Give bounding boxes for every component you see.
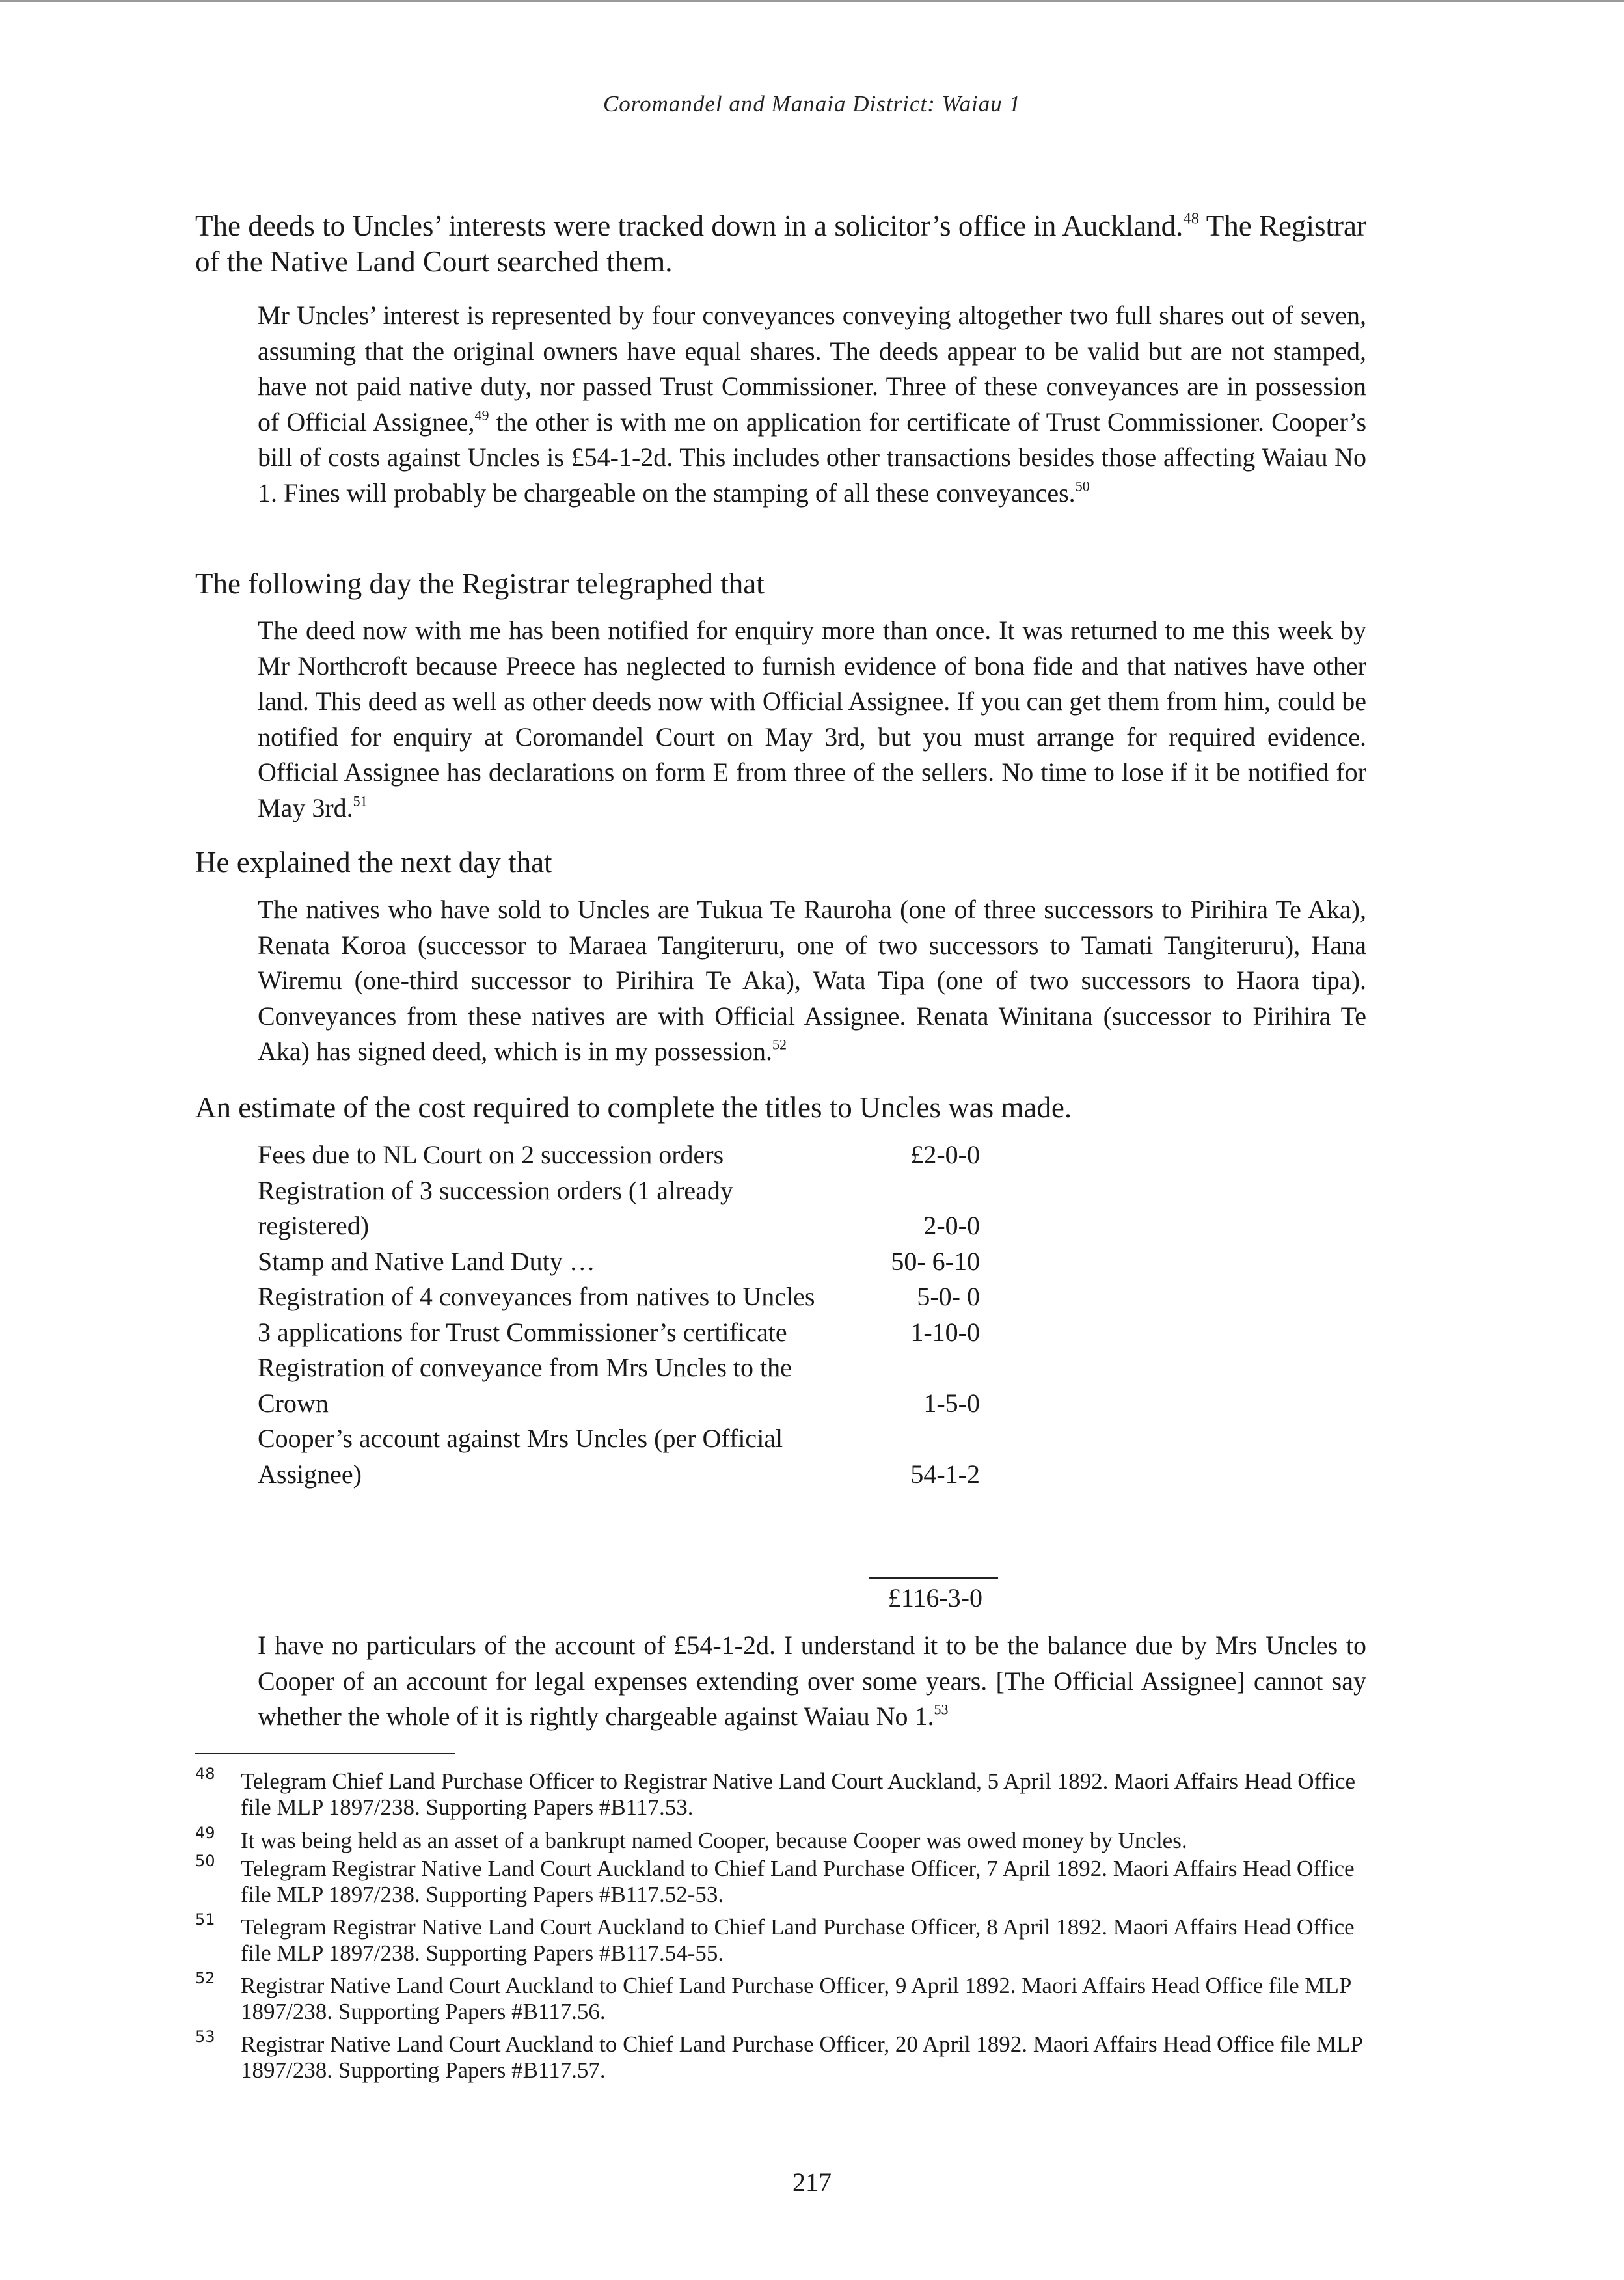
cost-label: Registration of 3 succession orders (1 already registered) <box>258 1175 733 1240</box>
footnote-51 <box>195 1910 1366 1966</box>
cost-estimate-table <box>258 1137 1038 1492</box>
footnote-number: 48 <box>195 1765 215 1783</box>
footnote-ref: 51 <box>353 793 368 809</box>
footnote-49 <box>195 1824 1366 1854</box>
quote-text: the other is with me on application for certificate of Trust Commissioner. Cooper’s bill of costs against Uncles is £54-1-2d. This includes other transactions besides those affecting Waiau No 1. Fines will probably be chargeable on the stamping of all these conveyances. <box>258 407 1367 508</box>
block-quote-telegram <box>258 613 1366 826</box>
cost-row <box>258 1173 1038 1244</box>
cost-amount: 1-10-0 <box>910 1317 980 1347</box>
quote-text: I have no particulars of the account of £54-1-2d. I understand it to be the balance due by Mrs Uncles to Cooper of an account for legal expenses extending over some years. [The Official Assignee] cannot say whether the whole of it is rightly chargeable against Waiau No 1. <box>258 1631 1366 1731</box>
top-border-line <box>0 0 1624 2</box>
cost-amount: 2-0-0 <box>923 1211 980 1240</box>
footnote-ref: 48 <box>1183 210 1200 228</box>
footnote-text: Registrar Native Land Court Auckland to Chief Land Purchase Officer, 20 April 1892. Maori Affairs Head Office file MLP 1897/238. Supporting Papers #B117.57. <box>241 2031 1362 2083</box>
cost-amount: 50- 6-10 <box>891 1246 980 1276</box>
cost-amount: 5-0- 0 <box>917 1282 980 1311</box>
cost-label: Registration of conveyance from Mrs Uncles to the Crown <box>258 1353 792 1418</box>
footnote-number: 52 <box>195 1969 215 1987</box>
block-quote-registrar-search <box>258 298 1366 511</box>
page-number: 217 <box>792 2167 832 2197</box>
footnote-52 <box>195 1969 1366 2025</box>
total-rule <box>869 1577 998 1579</box>
footnote-50 <box>195 1852 1366 1908</box>
footnote-number: 51 <box>195 1910 215 1929</box>
cost-label: Registration of 4 conveyances from natives to Uncles <box>258 1282 815 1311</box>
cost-label: Cooper’s account against Mrs Uncles (per Official Assignee) <box>258 1424 783 1489</box>
footnote-text: Registrar Native Land Court Auckland to Chief Land Purchase Officer, 9 April 1892. Maori Affairs Head Office file MLP 1897/238. Supporting Papers #B117.56. <box>241 1973 1351 2024</box>
footnote-separator <box>195 1753 455 1754</box>
footnote-number: 50 <box>195 1852 215 1870</box>
cost-row <box>258 1421 1038 1492</box>
footnote-text: Telegram Registrar Native Land Court Auckland to Chief Land Purchase Officer, 7 April 1892. Maori Affairs Head Office file MLP 1897/238. Supporting Papers #B117.52-53. <box>241 1856 1355 1907</box>
paragraph-deeds <box>195 208 1366 280</box>
footnote-ref: 52 <box>772 1036 787 1053</box>
quote-text: Mr Uncles’ interest is represented by four conveyances conveying altogether two full shares out of seven, assuming that the original owners have equal shares. The deeds appear to be valid but are not stamped, have not paid native duty, nor passed Trust Commissioner. Three of these conveyances are in possession of Official Assignee, <box>258 301 1366 437</box>
cost-label: 3 applications for Trust Commissioner’s certificate <box>258 1317 787 1347</box>
cost-row <box>258 1244 1038 1280</box>
block-quote-natives <box>258 892 1366 1070</box>
paragraph-text: The deeds to Uncles’ interests were tracked down in a solicitor’s office in Auckland. <box>195 210 1184 242</box>
footnote-48 <box>195 1765 1366 1821</box>
footnote-ref: 49 <box>474 407 489 423</box>
running-header: Coromandel and Manaia District: Waiau 1 <box>602 91 1022 116</box>
cost-amount: 1-5-0 <box>923 1388 980 1418</box>
paragraph-next-day: He explained the next day that <box>195 846 552 878</box>
cost-amount: £2-0-0 <box>910 1140 980 1169</box>
footnote-ref: 53 <box>934 1701 949 1718</box>
cost-row <box>258 1137 1038 1173</box>
block-quote-particulars <box>258 1628 1366 1735</box>
footnote-number: 49 <box>195 1824 215 1842</box>
cost-row <box>258 1279 1038 1315</box>
cost-label: Fees due to NL Court on 2 succession orders <box>258 1140 724 1169</box>
footnote-number: 53 <box>195 2028 215 2046</box>
quote-text: The deed now with me has been notified for enquiry more than once. It was returned to me this week by Mr Northcroft because Preece has neglected to furnish evidence of bona fide and that natives have other land. This deed as well as other deeds now with Official Assignee. If you can get them from him, could be notified for enquiry at Coromandel Court on May 3rd, but you must arrange for required evidence. Official Assignee has declarations on form E from three of the sellers. No time to lose if it be notified for May 3rd. <box>258 616 1366 822</box>
cost-row <box>258 1350 1038 1421</box>
footnote-text: Telegram Chief Land Purchase Officer to Registrar Native Land Court Auckland, 5 April 1892. Maori Affairs Head Office file MLP 1897/238. Supporting Papers #B117.53. <box>241 1769 1356 1820</box>
paragraph-following-day: The following day the Registrar telegraphed that <box>195 567 765 600</box>
cost-amount: 54-1-2 <box>910 1459 980 1489</box>
cost-row <box>258 1315 1038 1351</box>
cost-label: Stamp and Native Land Duty … <box>258 1246 595 1276</box>
paragraph-text: The Registrar of the Native Land Court searched them. <box>195 210 1366 278</box>
paragraph-estimate: An estimate of the cost required to complete the titles to Uncles was made. <box>195 1091 1072 1124</box>
footnote-text: It was being held as an asset of a bankrupt named Cooper, because Cooper was owed money by Uncles. <box>241 1828 1187 1853</box>
quote-text: The natives who have sold to Uncles are Tukua Te Rauroha (one of three successors to Pirihira Te Aka), Renata Koroa (successor to Maraea Tangiteruru, one of two successors to Tamati Tangiteruru), Hana Wiremu (one-third successor to Pirihira Te Aka), Wata Tipa (one of two successors to Haora tipa). Conveyances from these natives are with Official Assignee. Renata Winitana (successor to Pirihira Te Aka) has signed deed, which is in my possession. <box>258 895 1366 1066</box>
footnote-53 <box>195 2028 1366 2083</box>
footnote-text: Telegram Registrar Native Land Court Auckland to Chief Land Purchase Officer, 8 April 1892. Maori Affairs Head Office file MLP 1897/238. Supporting Papers #B117.54-55. <box>241 1914 1355 1966</box>
footnote-ref: 50 <box>1075 478 1090 494</box>
cost-total: £116-3-0 <box>887 1583 982 1612</box>
